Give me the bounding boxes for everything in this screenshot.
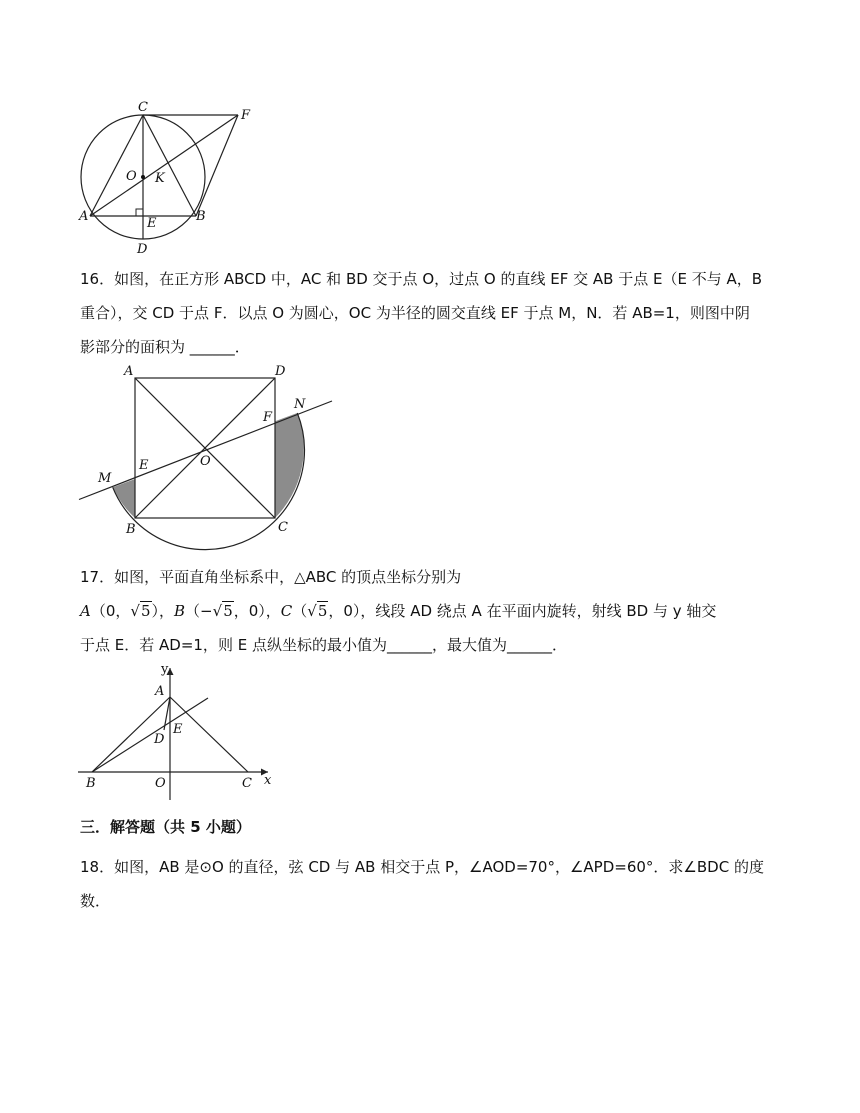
section-title: 三．解答题（共 5 小题） bbox=[80, 818, 251, 836]
ray-bd bbox=[92, 698, 208, 772]
label-b: B bbox=[196, 209, 206, 224]
point-c-open: （ bbox=[292, 602, 308, 620]
problem-16-line-3: 影部分的面积为 ______． bbox=[80, 338, 250, 356]
segment-cb bbox=[143, 115, 196, 216]
center-dot bbox=[141, 175, 145, 179]
figure-15-circle-triangle bbox=[70, 96, 270, 256]
label-d: D bbox=[275, 364, 286, 379]
label-e: E bbox=[173, 722, 183, 737]
problem-16-line-2: 重合），交 CD 于点 F．以点 O 为圆心，OC 为半径的圆交直线 EF 于点 M，N．若 AB=1，则图中阴 bbox=[80, 304, 750, 322]
segment-fb bbox=[196, 115, 238, 216]
problem-17-line-2: A（0，√5），B（−√5，0），C（√5，0），线段 AD 绕点 A 在平面内旋转，射线 BD 与 y 轴交 bbox=[80, 602, 717, 620]
label-f: F bbox=[241, 108, 251, 123]
label-d: D bbox=[154, 732, 165, 747]
right-angle-mark bbox=[136, 209, 143, 216]
label-a: A bbox=[155, 684, 165, 699]
label-c: C bbox=[242, 776, 252, 791]
problem-17-line-3: 于点 E．若 AD=1，则 E 点纵坐标的最小值为______，最大值为______． bbox=[80, 636, 567, 654]
point-c-sqrt: 5 bbox=[317, 602, 328, 620]
label-e: E bbox=[139, 458, 149, 473]
point-c-close: ，0），线段 AD 绕点 A 在平面内旋转，射线 BD 与 y 轴交 bbox=[328, 602, 717, 620]
problem-18-line-1: 18．如图，AB 是⊙O 的直径，弦 CD 与 AB 相交于点 P，∠AOD=70°，∠APD=60°．求∠BDC 的度 bbox=[80, 858, 764, 876]
label-o: O bbox=[126, 169, 137, 184]
label-a: A bbox=[124, 364, 134, 379]
point-a-label: A bbox=[80, 602, 91, 620]
label-n: N bbox=[294, 397, 306, 412]
label-o: O bbox=[155, 776, 166, 791]
label-c: C bbox=[278, 520, 288, 535]
label-b: B bbox=[126, 522, 136, 537]
label-f: F bbox=[263, 410, 273, 425]
label-x: x bbox=[264, 773, 272, 788]
label-b: B bbox=[86, 776, 96, 791]
point-a-close: ）， bbox=[151, 602, 175, 620]
point-b-open: （− bbox=[185, 602, 213, 620]
problem-16-line-1: 16．如图，在正方形 ABCD 中，AC 和 BD 交于点 O，过点 O 的直线 EF 交 AB 于点 E（E 不与 A，B bbox=[80, 270, 763, 288]
segment-ca bbox=[90, 115, 143, 216]
label-e: E bbox=[147, 216, 157, 231]
point-b-sqrt: 5 bbox=[223, 602, 233, 620]
point-a-sqrt: 5 bbox=[140, 602, 151, 620]
point-a-open: （0， bbox=[90, 602, 131, 620]
problem-17-line-1: 17．如图，平面直角坐标系中，△ABC 的顶点坐标分别为 bbox=[80, 568, 462, 586]
segment-af bbox=[90, 115, 238, 216]
label-d: D bbox=[137, 242, 148, 257]
figure-16-square-circle bbox=[74, 360, 344, 560]
point-b-close: ，0）， bbox=[233, 602, 281, 620]
label-a: A bbox=[79, 209, 89, 224]
label-c: C bbox=[138, 100, 148, 115]
label-o: O bbox=[200, 454, 211, 469]
problem-16-text bbox=[80, 262, 780, 364]
label-m: M bbox=[98, 471, 112, 486]
point-c-label: C bbox=[280, 602, 293, 620]
point-b-label: B bbox=[174, 602, 186, 620]
figure-17-coordinate-plane bbox=[74, 660, 284, 805]
problem-18-text bbox=[80, 850, 780, 918]
problem-18-line-2: 数． bbox=[80, 892, 111, 910]
label-k: K bbox=[155, 171, 165, 186]
problem-17-text bbox=[80, 560, 780, 662]
label-y: y bbox=[161, 662, 169, 677]
